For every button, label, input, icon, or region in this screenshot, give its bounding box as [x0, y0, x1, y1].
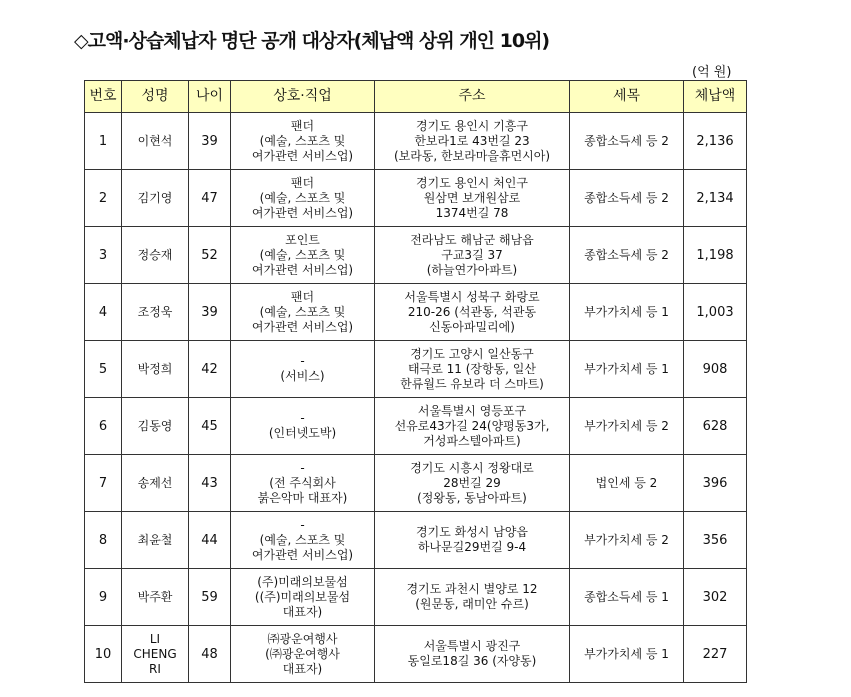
address-cell	[375, 284, 570, 341]
address-line: 경기도 고양시 일산동구	[410, 346, 534, 361]
age-cell: 47	[189, 170, 231, 227]
tax-item-cell: 법인세 등 2	[570, 455, 684, 512]
name-cell	[122, 341, 189, 398]
business-occupation-line: 여가관련 서비스업)	[251, 262, 354, 277]
age-cell: 43	[189, 455, 231, 512]
amount-cell: 1,003	[684, 284, 747, 341]
unit-label: (억 원)	[692, 65, 732, 80]
tax-item-cell: 부가가치세 등 2	[570, 512, 684, 569]
address-line: 210-26 (석관동, 석관동	[407, 304, 537, 319]
amount-cell: 356	[684, 512, 747, 569]
address-line: 전라남도 해남군 해남읍	[410, 232, 534, 247]
address-line: 1374번길 78	[435, 205, 509, 220]
business-occupation-cell	[231, 113, 375, 170]
business-occupation-line: ㈜광운여행사	[267, 631, 338, 646]
business-occupation-cell	[231, 626, 375, 683]
business-occupation-line: 붉은악마 대표자)	[257, 490, 348, 505]
name-line: 이현석	[137, 133, 173, 148]
address-line: 서울특별시 광진구	[423, 639, 521, 653]
business-occupation-line: 여가관련 서비스업)	[251, 319, 354, 334]
business-occupation-line: (주)미래의보물섬	[257, 574, 348, 589]
business-occupation-line: 여가관련 서비스업)	[251, 148, 354, 163]
address-cell	[375, 113, 570, 170]
business-occupation-line: (㈜광운여행사	[265, 646, 340, 661]
amount-cell: 227	[684, 626, 747, 683]
address-line: 경기도 과천시 별양로 12	[406, 582, 538, 596]
name-line: 송제선	[137, 475, 173, 490]
table-header-row	[85, 81, 747, 113]
row-number-cell: 5	[85, 341, 122, 398]
name-cell	[122, 569, 189, 626]
business-occupation-cell	[231, 512, 375, 569]
address-cell	[375, 398, 570, 455]
amount-cell: 1,198	[684, 227, 747, 284]
business-occupation-line: 여가관련 서비스업)	[251, 205, 354, 220]
age-cell: 48	[189, 626, 231, 683]
header-cell: 나이	[189, 81, 231, 113]
address-line: 한류월드 유보라 더 스마트)	[400, 376, 544, 391]
row-number-cell: 3	[85, 227, 122, 284]
row-number-cell: 7	[85, 455, 122, 512]
address-line: (원문동, 래미안 슈르)	[415, 597, 529, 611]
business-occupation-cell	[231, 455, 375, 512]
age-cell: 44	[189, 512, 231, 569]
address-line: 서울특별시 성북구 화랑로	[404, 289, 540, 304]
age-cell: 39	[189, 284, 231, 341]
age-cell: 42	[189, 341, 231, 398]
table-row	[85, 569, 747, 626]
amount-cell: 2,134	[684, 170, 747, 227]
address-line: 서울특별시 영등포구	[417, 403, 527, 418]
address-line: 경기도 시흥시 정왕대로	[410, 460, 534, 475]
name-line: CHENG	[133, 646, 177, 661]
address-cell	[375, 455, 570, 512]
address-line: 경기도 용인시 처인구	[416, 175, 528, 190]
name-cell	[122, 227, 189, 284]
name-line: 정승재	[137, 247, 173, 262]
table-row	[85, 113, 747, 170]
address-line: 신동아파밀리에)	[429, 319, 515, 334]
age-cell: 59	[189, 569, 231, 626]
table-row	[85, 398, 747, 455]
name-line: LI	[149, 631, 161, 646]
amount-cell: 396	[684, 455, 747, 512]
age-cell: 52	[189, 227, 231, 284]
address-line: 원삼면 보개원삼로	[423, 190, 521, 205]
age-cell: 45	[189, 398, 231, 455]
business-occupation-line: 포인트	[285, 232, 320, 247]
table-row	[85, 284, 747, 341]
row-number-cell: 4	[85, 284, 122, 341]
address-line: (하늘연가아파트)	[426, 262, 518, 277]
address-line: 경기도 용인시 기흥구	[416, 118, 528, 133]
business-occupation-cell	[231, 569, 375, 626]
business-occupation-line: 대표자)	[282, 604, 323, 619]
row-number-cell: 6	[85, 398, 122, 455]
name-cell	[122, 626, 189, 683]
row-number-cell: 10	[85, 626, 122, 683]
header-cell: 체납액	[684, 81, 747, 113]
address-line: 거성파스텔아파트)	[423, 433, 521, 448]
business-occupation-line: (서비스)	[280, 369, 325, 383]
table-row	[85, 626, 747, 683]
amount-cell: 908	[684, 341, 747, 398]
name-line: 최윤철	[137, 532, 173, 547]
address-line: 태극로 11 (장항동, 일산	[408, 361, 536, 376]
table-row	[85, 170, 747, 227]
business-occupation-cell	[231, 227, 375, 284]
address-cell	[375, 227, 570, 284]
tax-item-cell: 부가가치세 등 1	[570, 626, 684, 683]
header-cell: 성명	[122, 81, 189, 113]
business-occupation-cell	[231, 398, 375, 455]
address-line: 한보라1로 43번길 23	[414, 133, 530, 148]
business-occupation-cell	[231, 170, 375, 227]
amount-cell: 302	[684, 569, 747, 626]
amount-cell: 2,136	[684, 113, 747, 170]
table-row	[85, 341, 747, 398]
business-occupation-line: ((주)미래의보물섬	[254, 589, 351, 604]
name-line: 김기영	[137, 190, 173, 205]
address-line: 구교3길 37	[441, 247, 503, 262]
business-occupation-line: (예술, 스포츠 및	[259, 133, 346, 148]
business-occupation-line: -	[300, 460, 305, 475]
address-line: 28번길 29	[443, 475, 501, 490]
name-cell	[122, 398, 189, 455]
business-occupation-line: 대표자)	[282, 661, 323, 676]
address-line: 동일로18길 36 (자양동)	[407, 654, 537, 668]
tax-item-cell: 종합소득세 등 2	[570, 227, 684, 284]
address-line: (보라동, 한보라마을휴먼시아)	[393, 148, 551, 163]
tax-item-cell: 종합소득세 등 1	[570, 569, 684, 626]
address-cell	[375, 512, 570, 569]
row-number-cell: 8	[85, 512, 122, 569]
name-cell	[122, 284, 189, 341]
name-line: 조정욱	[137, 304, 173, 319]
address-line: 경기도 화성시 남양읍	[416, 525, 528, 539]
name-line: 김동영	[137, 418, 173, 433]
document-title: ◇고액·상습체납자 명단 공개 대상자(체납액 상위 개인 10위)	[74, 30, 550, 52]
business-occupation-line: (예술, 스포츠 및	[259, 304, 346, 319]
age-cell: 39	[189, 113, 231, 170]
name-cell	[122, 455, 189, 512]
business-occupation-line: (예술, 스포츠 및	[259, 247, 346, 262]
tax-item-cell: 종합소득세 등 2	[570, 170, 684, 227]
address-line: 선유로43가길 24(양평동3가,	[394, 418, 550, 433]
name-cell	[122, 170, 189, 227]
address-cell	[375, 569, 570, 626]
business-occupation-line: (예술, 스포츠 및	[259, 532, 346, 547]
row-number-cell: 2	[85, 170, 122, 227]
business-occupation-line: 팬더	[290, 118, 315, 133]
tax-item-cell: 부가가치세 등 1	[570, 341, 684, 398]
amount-cell: 628	[684, 398, 747, 455]
business-occupation-line: (인터넷도박)	[268, 426, 337, 440]
tax-item-cell: 종합소득세 등 2	[570, 113, 684, 170]
business-occupation-line: (예술, 스포츠 및	[259, 190, 346, 205]
tax-item-cell: 부가가치세 등 1	[570, 284, 684, 341]
table-row	[85, 227, 747, 284]
name-cell	[122, 512, 189, 569]
business-occupation-cell	[231, 284, 375, 341]
header-cell: 번호	[85, 81, 122, 113]
business-occupation-line: -	[300, 354, 305, 368]
header-cell: 세목	[570, 81, 684, 113]
address-cell	[375, 626, 570, 683]
table-row	[85, 512, 747, 569]
business-occupation-line: 여가관련 서비스업)	[251, 547, 354, 562]
business-occupation-line: (전 주식회사	[269, 475, 336, 490]
name-cell	[122, 113, 189, 170]
business-occupation-line: -	[300, 411, 305, 425]
tax-item-cell: 부가가치세 등 2	[570, 398, 684, 455]
table-row	[85, 455, 747, 512]
name-line: RI	[149, 661, 161, 676]
name-line: 박주환	[137, 589, 173, 604]
address-cell	[375, 170, 570, 227]
header-cell: 주소	[375, 81, 570, 113]
name-line: 박정희	[137, 361, 173, 376]
business-occupation-line: 팬더	[290, 289, 315, 304]
address-line: 하나문길29번길 9-4	[417, 540, 527, 554]
delinquent-taxpayer-table	[84, 80, 747, 683]
business-occupation-cell	[231, 341, 375, 398]
business-occupation-line: -	[300, 517, 305, 532]
header-cell: 상호·직업	[231, 81, 375, 113]
business-occupation-line: 팬더	[290, 175, 315, 190]
row-number-cell: 1	[85, 113, 122, 170]
row-number-cell: 9	[85, 569, 122, 626]
address-line: (정왕동, 동남아파트)	[417, 490, 527, 505]
address-cell	[375, 341, 570, 398]
